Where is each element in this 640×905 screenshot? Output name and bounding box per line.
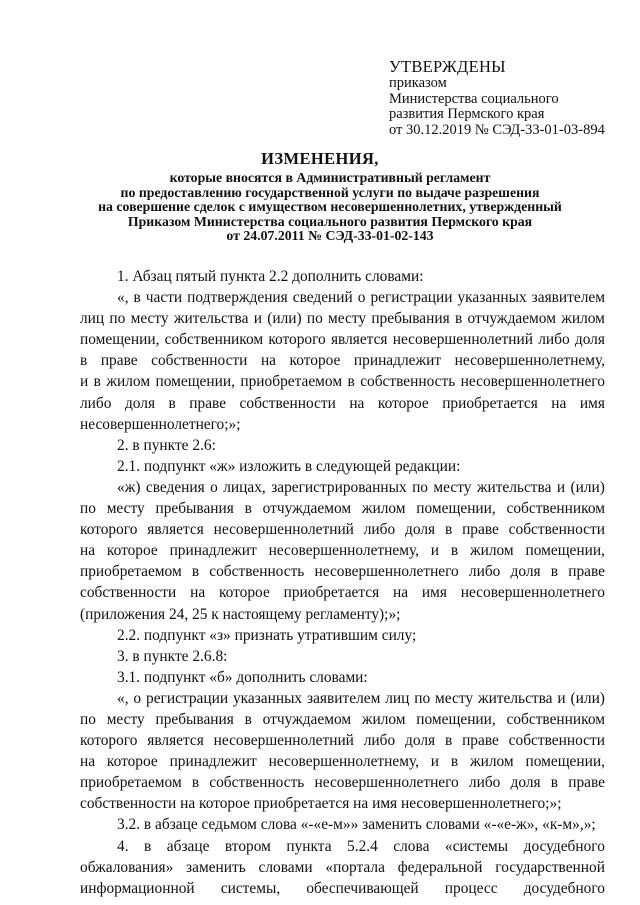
word: зарегистрированных <box>271 478 407 496</box>
word: абзаце <box>166 837 210 855</box>
word: и <box>557 689 566 707</box>
body-line <box>80 519 605 540</box>
word: слова <box>393 837 430 855</box>
word: собственности <box>151 352 248 370</box>
word: федеральной <box>397 858 483 876</box>
word: несовершеннолетнему, <box>454 352 605 370</box>
word: несовершеннолетнего <box>314 563 459 581</box>
word: несовершеннолетнего <box>460 584 605 602</box>
word: жительства <box>173 310 249 328</box>
word: в <box>550 563 559 581</box>
word: собственником <box>506 710 605 728</box>
word: и <box>430 753 440 771</box>
word: помещении, <box>525 753 605 771</box>
word: (или) <box>570 478 605 496</box>
word: праве <box>462 521 499 539</box>
body-line <box>80 561 605 582</box>
word: собственности <box>508 732 605 750</box>
word: принадлежит <box>169 542 257 560</box>
body-line: 2. в пункте 2.6: <box>117 436 216 454</box>
word: жилом <box>469 753 514 771</box>
word: в <box>93 373 101 391</box>
approval-stamp <box>389 58 605 138</box>
word: в <box>347 373 355 391</box>
word: в <box>550 774 559 792</box>
body-line <box>80 371 605 392</box>
word: доля <box>124 394 156 412</box>
word: на <box>260 352 277 370</box>
body-line: 3.1. подпункт «б» дополнить словами: <box>117 668 368 686</box>
word: является <box>147 732 204 750</box>
word: имя <box>421 584 447 602</box>
word: заявителем <box>531 289 605 307</box>
word: в <box>444 732 453 750</box>
word: доля <box>510 774 541 792</box>
word: о <box>357 289 366 307</box>
body-line <box>80 709 605 730</box>
word: словами <box>258 858 313 876</box>
word: и <box>430 542 440 560</box>
word: обжалования» <box>80 858 174 876</box>
word: которое <box>289 352 341 370</box>
word: праве <box>462 732 499 750</box>
word: жилом <box>361 710 406 728</box>
word: помещении, <box>525 542 605 560</box>
word: лицах, <box>223 478 266 496</box>
word: помещении, <box>416 710 496 728</box>
word: по <box>412 478 428 496</box>
word: указанных <box>457 289 527 307</box>
word: досудебного <box>523 879 605 897</box>
body-line: 3. в пункте 2.6.8: <box>117 647 228 665</box>
word: несовершеннолетний <box>213 732 354 750</box>
word: в <box>244 500 252 518</box>
word: праве <box>189 394 227 412</box>
word: в <box>191 774 200 792</box>
word: праве <box>568 774 605 792</box>
word: жительства <box>476 478 552 496</box>
word: на <box>80 542 96 560</box>
word: жилом <box>469 542 514 560</box>
word: жилом <box>106 373 151 391</box>
word: в <box>450 753 459 771</box>
word: помещении, <box>80 331 160 349</box>
body-line <box>80 350 605 371</box>
word: приобретаемом <box>80 563 182 581</box>
approval-title: УТВЕРЖДЕНЫ <box>389 57 506 76</box>
word: жилом <box>561 310 605 328</box>
word: приобретается <box>442 394 538 412</box>
word: которое <box>106 542 158 560</box>
word: отчуждаемом <box>467 310 556 328</box>
word: пребывания <box>371 310 450 328</box>
word: заявителем <box>307 689 381 707</box>
word: доля <box>510 563 541 581</box>
word: подтверждения <box>187 289 288 307</box>
word: месту <box>328 310 367 328</box>
word: отчуждаемом <box>262 710 352 728</box>
approval-line: приказом <box>389 75 447 91</box>
body-line <box>80 308 605 329</box>
body-line <box>80 540 605 561</box>
subtitle-line: от 24.07.2011 № СЭД-33-01-02-143 <box>226 228 434 244</box>
word: собственность <box>209 774 305 792</box>
word: несовершеннолетний <box>392 331 533 349</box>
word: отчуждаемом <box>262 500 352 518</box>
word: на <box>349 394 365 412</box>
word: собственности <box>239 394 336 412</box>
body-line <box>80 730 605 751</box>
word: доля <box>574 331 605 349</box>
word: несовершеннолетнему, <box>268 542 419 560</box>
word: лиц <box>80 310 105 328</box>
word: которого <box>80 521 138 539</box>
word: пребывания <box>155 710 234 728</box>
word: лиц <box>385 689 410 707</box>
word: собственности <box>508 521 605 539</box>
subtitle-line: Приказом Министерства социального развития Пермского края <box>127 213 533 229</box>
word: собственности <box>80 584 177 602</box>
body-line <box>80 477 605 498</box>
body-line <box>80 287 605 308</box>
word: помещении, <box>155 373 235 391</box>
word: информационной <box>80 879 195 897</box>
word: системы, <box>220 879 281 897</box>
word: в <box>450 542 459 560</box>
body-line <box>80 393 605 414</box>
word: «ж) <box>117 478 141 496</box>
approval-line: развития Пермского края <box>389 106 545 122</box>
word: которое <box>377 394 429 412</box>
document-heading: ИЗМЕНЕНИЯ, <box>261 149 379 168</box>
word: на <box>190 584 206 602</box>
word: которое <box>106 753 158 771</box>
word: заменить <box>186 858 246 876</box>
word: 5.2.4 <box>347 837 378 855</box>
word: обеспечивающей <box>306 879 419 897</box>
word: «портала <box>325 858 385 876</box>
body-line: несовершеннолетнего;»; <box>80 415 241 433</box>
word: части <box>145 289 183 307</box>
word: принадлежит <box>353 352 442 370</box>
word: доля <box>405 521 436 539</box>
body-line <box>80 878 605 899</box>
word: принадлежит <box>169 753 257 771</box>
subtitle-line: по предоставлению государственной услуги по выдаче разрешения <box>120 184 540 200</box>
word: по <box>109 310 126 328</box>
word: праве <box>100 352 138 370</box>
body-line: 1. Абзац пятый пункта 2.2 дополнить словами: <box>117 268 424 285</box>
word: имя <box>579 394 605 412</box>
word: процесс <box>444 879 498 897</box>
word: жилом <box>361 500 406 518</box>
word: либо <box>468 774 501 792</box>
word: по <box>414 689 431 707</box>
word: втором <box>224 837 271 855</box>
word: пункта <box>286 837 332 855</box>
word: жительства <box>477 689 553 707</box>
word: регистрации <box>146 689 229 707</box>
word: (или) <box>570 689 605 707</box>
word: в <box>444 521 453 539</box>
word: либо <box>538 331 570 349</box>
word: либо <box>363 521 396 539</box>
word: собственность <box>209 563 305 581</box>
word: по <box>80 710 96 728</box>
word: в <box>144 837 152 855</box>
subtitle-line: на совершение сделок с имуществом несовершеннолетних, утвержденный <box>98 199 562 215</box>
body-line <box>80 688 605 709</box>
word: месту <box>106 500 145 518</box>
word: праве <box>568 563 605 581</box>
word: пребывания <box>155 500 234 518</box>
word: по <box>80 500 96 518</box>
word: которого <box>268 331 326 349</box>
word: указанных <box>232 689 303 707</box>
word: доля <box>405 732 436 750</box>
word: месту <box>435 689 474 707</box>
word: приобретается <box>283 584 380 602</box>
word: «, <box>117 689 129 707</box>
approval-line: от 30.12.2019 № СЭД-33-01-03-894 <box>389 121 605 138</box>
word: о <box>133 689 142 707</box>
word: и <box>80 373 89 391</box>
word: в <box>454 310 463 328</box>
word: сведений <box>292 289 353 307</box>
word: приобретаемом <box>240 373 343 391</box>
word: либо <box>363 732 396 750</box>
body-line <box>80 582 605 603</box>
word: собственником <box>506 500 605 518</box>
word: несовершеннолетнего <box>460 373 605 391</box>
body-line <box>80 772 605 793</box>
word: в <box>168 394 176 412</box>
word: по <box>306 310 323 328</box>
word: на <box>80 753 96 771</box>
word: на <box>551 394 567 412</box>
word: в <box>80 352 88 370</box>
word: которое <box>218 584 270 602</box>
word: несовершеннолетнего <box>314 774 459 792</box>
word: собственность <box>360 373 456 391</box>
body-line <box>80 751 605 772</box>
body-line <box>80 498 605 519</box>
document-subtitle <box>70 171 590 244</box>
word: регистрации <box>370 289 453 307</box>
word: в <box>133 289 141 307</box>
word: приобретаемом <box>80 774 182 792</box>
approval-line: Министерства социального <box>389 90 559 107</box>
body-line: собственности на которое приобретается на имя несовершеннолетнего;»; <box>80 795 562 813</box>
word: либо <box>468 563 501 581</box>
word: государственной <box>495 858 605 876</box>
word: и <box>556 478 566 496</box>
word: месту <box>106 710 145 728</box>
word: 4. <box>117 837 129 855</box>
body-line: (приложения 24, 25 к настоящему регламенту);»; <box>80 605 401 623</box>
word: и <box>253 310 262 328</box>
word: в <box>244 710 252 728</box>
body-line: 3.2. в абзаце седьмом слова «-«е-м»» заменить словами «-«е-ж», «к-м»,»; <box>117 816 596 834</box>
word: в <box>191 563 200 581</box>
word: «, <box>117 289 129 307</box>
word: о <box>210 478 218 496</box>
word: досудебного <box>523 837 605 855</box>
word: является <box>330 331 388 349</box>
body-line: 2.1. подпункт «ж» изложить в следующей редакции: <box>117 457 461 475</box>
document-body <box>80 266 605 899</box>
word: сведения <box>145 478 205 496</box>
word: несовершеннолетний <box>213 521 354 539</box>
word: на <box>393 584 409 602</box>
body-line <box>80 857 605 878</box>
word: месту <box>130 310 169 328</box>
word: помещении, <box>416 500 496 518</box>
subtitle-line: которые вносятся в Административный регламент <box>169 170 491 185</box>
word: является <box>147 521 204 539</box>
word: месту <box>433 478 472 496</box>
word: несовершеннолетнему, <box>268 753 419 771</box>
word: собственником <box>164 331 264 349</box>
body-line: 2.2. подпункт «з» признать утратившим силу; <box>117 626 417 644</box>
word: (или) <box>267 310 302 328</box>
word: либо <box>80 394 112 412</box>
body-line <box>80 836 605 857</box>
word: «системы <box>444 837 509 855</box>
body-line <box>80 329 605 350</box>
word: которого <box>80 732 138 750</box>
